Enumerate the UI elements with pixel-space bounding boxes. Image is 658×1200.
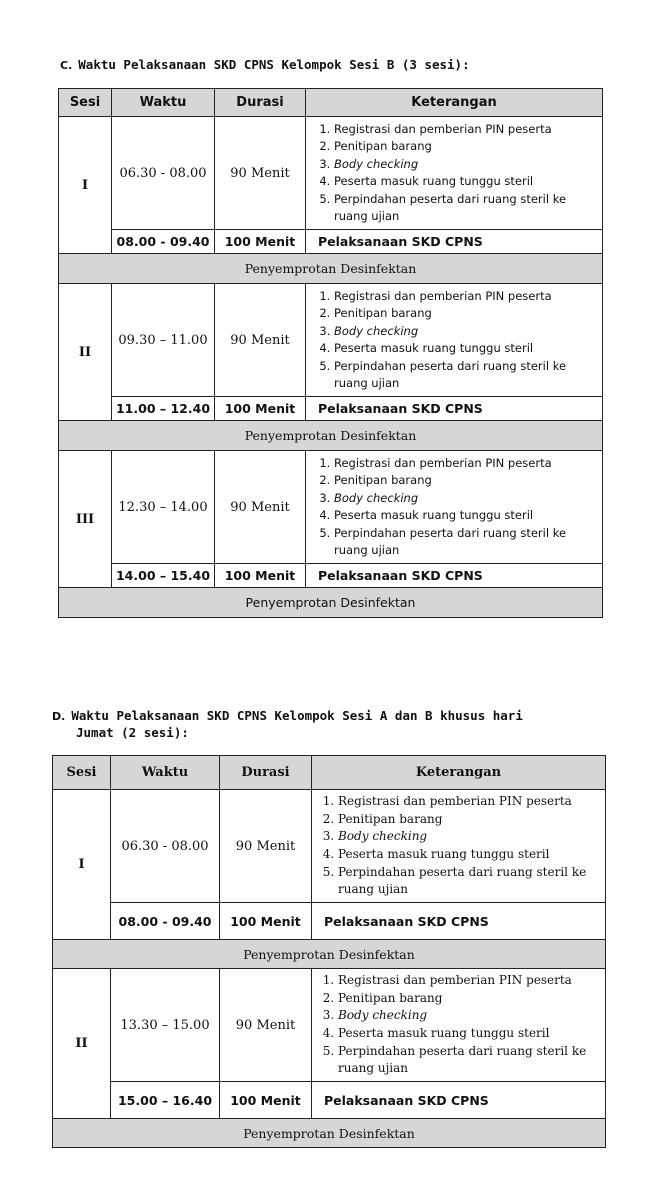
exam-time: 15.00 – 16.40 [111, 1082, 220, 1119]
step-item: 5. Perpindahan peserta dari ruang steril ke ruang ujian [334, 191, 602, 226]
table-header-row [59, 89, 603, 117]
step-item: 5. Perpindahan peserta dari ruang steril ke ruang ujian [334, 525, 602, 560]
section-d-letter: D. [52, 710, 66, 723]
session-number: III [59, 451, 112, 588]
step-item: 1. Registrasi dan pemberian PIN peserta [338, 793, 605, 811]
section-c-title [60, 57, 470, 74]
step-item: 4. Peserta masuk ruang tunggu steril [338, 846, 605, 864]
step-item: 2. Penitipan barang [334, 138, 602, 156]
exam-row [59, 397, 603, 421]
steps-list [312, 793, 605, 899]
step-item: 5. Perpindahan peserta dari ruang steril ke ruang ujian [338, 1043, 605, 1078]
session-steps [306, 451, 603, 564]
session-number: II [53, 969, 111, 1119]
step-item: 5. Perpindahan peserta dari ruang steril ke ruang ujian [338, 864, 605, 899]
session-time: 06.30 - 08.00 [111, 790, 220, 903]
session-number: I [53, 790, 111, 940]
section-d-title-line2: Jumat (2 sesi): [76, 725, 189, 740]
section-d-title [52, 708, 523, 741]
session-number: I [59, 117, 112, 254]
separator-row [53, 1119, 606, 1148]
separator-row [59, 421, 603, 451]
step-item: 4. Peserta masuk ruang tunggu steril [334, 340, 602, 358]
header-keterangan: Keterangan [312, 756, 606, 790]
exam-label: Pelaksanaan SKD CPNS [306, 564, 603, 588]
separator-text: Penyemprotan Desinfektan [59, 421, 603, 451]
session-row [53, 790, 606, 903]
header-sesi: Sesi [59, 89, 112, 117]
session-steps [312, 969, 606, 1082]
header-keterangan: Keterangan [306, 89, 603, 117]
separator-text: Penyemprotan Desinfektan [59, 254, 603, 284]
step-item: 4. Peserta masuk ruang tunggu steril [334, 173, 602, 191]
step-item: 4. Peserta masuk ruang tunggu steril [338, 1025, 605, 1043]
exam-duration: 100 Menit [215, 397, 306, 421]
session-steps [306, 284, 603, 397]
step-item: 1. Registrasi dan pemberian PIN peserta [334, 455, 602, 473]
step-item: 5. Perpindahan peserta dari ruang steril ke ruang ujian [334, 358, 602, 393]
step-item: 2. Penitipan barang [338, 811, 605, 829]
separator-row [53, 940, 606, 969]
steps-list [312, 972, 605, 1078]
header-waktu: Waktu [111, 756, 220, 790]
step-item [338, 828, 605, 846]
step-item: 1. Registrasi dan pemberian PIN peserta [338, 972, 605, 990]
exam-label: Pelaksanaan SKD CPNS [306, 230, 603, 254]
section-c-letter: C. [60, 59, 73, 72]
step-item [334, 323, 602, 341]
step-item: 1. Registrasi dan pemberian PIN peserta [334, 288, 602, 306]
session-duration: 90 Menit [220, 790, 312, 903]
exam-duration: 100 Menit [220, 1082, 312, 1119]
step-item-text: Body checking [334, 156, 419, 171]
table-header-row [53, 756, 606, 790]
step-item: 2. Penitipan barang [334, 305, 602, 323]
step-item-text: Body checking [338, 829, 428, 844]
schedule-table-c [58, 88, 603, 618]
session-duration: 90 Menit [215, 284, 306, 397]
exam-label: Pelaksanaan SKD CPNS [312, 1082, 606, 1119]
session-steps [306, 117, 603, 230]
exam-time: 08.00 - 09.40 [112, 230, 215, 254]
steps-list [306, 288, 602, 393]
session-steps [312, 790, 606, 903]
step-item: 2. Penitipan barang [334, 472, 602, 490]
step-item-text: Body checking [334, 323, 419, 338]
section-c-title-text: Waktu Pelaksanaan SKD CPNS Kelompok Sesi B (3 sesi): [78, 57, 470, 72]
exam-row [59, 564, 603, 588]
step-item [334, 490, 602, 508]
step-item [338, 1007, 605, 1025]
step-item-text: Body checking [338, 1008, 428, 1023]
exam-row [59, 230, 603, 254]
exam-label: Pelaksanaan SKD CPNS [312, 903, 606, 940]
exam-time: 11.00 – 12.40 [112, 397, 215, 421]
separator-row [59, 588, 603, 618]
session-time: 12.30 – 14.00 [112, 451, 215, 564]
separator-text: Penyemprotan Desinfektan [53, 1119, 606, 1148]
exam-row [53, 1082, 606, 1119]
header-waktu: Waktu [112, 89, 215, 117]
exam-row [53, 903, 606, 940]
session-time: 13.30 – 15.00 [111, 969, 220, 1082]
step-item: 4. Peserta masuk ruang tunggu steril [334, 507, 602, 525]
steps-list [306, 455, 602, 560]
session-row [59, 117, 603, 230]
exam-duration: 100 Menit [215, 564, 306, 588]
exam-time: 08.00 - 09.40 [111, 903, 220, 940]
header-durasi: Durasi [215, 89, 306, 117]
section-d-title-line1: Waktu Pelaksanaan SKD CPNS Kelompok Sesi A dan B khusus hari [71, 708, 523, 723]
separator-text: Penyemprotan Desinfektan [53, 940, 606, 969]
session-number: II [59, 284, 112, 421]
session-time: 09.30 – 11.00 [112, 284, 215, 397]
session-time: 06.30 - 08.00 [112, 117, 215, 230]
exam-time: 14.00 – 15.40 [112, 564, 215, 588]
step-item: 2. Penitipan barang [338, 990, 605, 1008]
separator-text: Penyemprotan Desinfektan [59, 588, 603, 618]
session-row [53, 969, 606, 1082]
schedule-table-d [52, 755, 606, 1148]
session-row [59, 284, 603, 397]
exam-duration: 100 Menit [215, 230, 306, 254]
session-duration: 90 Menit [215, 451, 306, 564]
steps-list [306, 121, 602, 226]
step-item: 1. Registrasi dan pemberian PIN peserta [334, 121, 602, 139]
exam-label: Pelaksanaan SKD CPNS [306, 397, 603, 421]
session-row [59, 451, 603, 564]
session-duration: 90 Menit [215, 117, 306, 230]
header-sesi: Sesi [53, 756, 111, 790]
separator-row [59, 254, 603, 284]
session-duration: 90 Menit [220, 969, 312, 1082]
step-item [334, 156, 602, 174]
exam-duration: 100 Menit [220, 903, 312, 940]
header-durasi: Durasi [220, 756, 312, 790]
step-item-text: Body checking [334, 490, 419, 505]
